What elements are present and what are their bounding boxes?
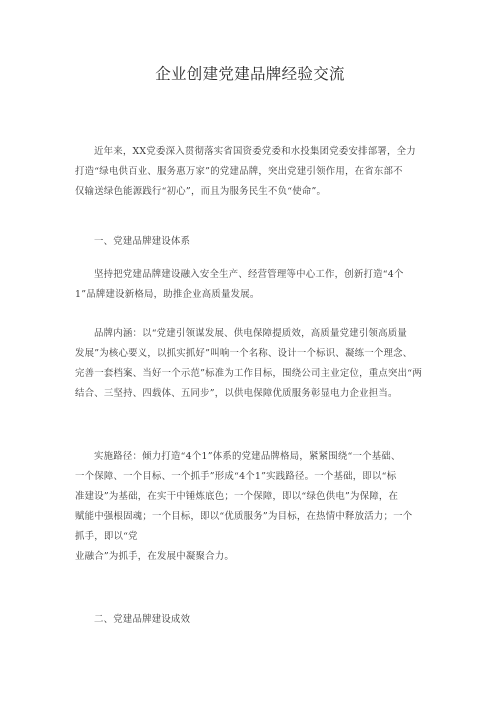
- paragraph-line: 业融合”为抓手，在发展中凝聚合力。: [75, 551, 235, 562]
- paragraph-line: 一个保障、一个目标、一个抓手”形成“4个1”实践路径。一个基础，即以“标: [75, 471, 397, 482]
- paragraph-line: 完善一套档案、当好一个示范”标准为工作目标，围绕公司主业定位，重点突出“两: [75, 368, 422, 379]
- paragraph-line: 实施路径：倾力打造“4个1”体系的党建品牌格局，紧紧围绕“一个基础、: [94, 451, 401, 462]
- paragraph-line: 仅输送绿色能源践行“初心”，而且为服务民生不负“使命”。: [75, 186, 327, 197]
- section-heading-2: 二、党建品牌建设成效: [94, 614, 191, 625]
- paragraph-3: [75, 447, 435, 567]
- paragraph-line: 打造“绿电供百业、服务惠万家”的党建品牌，突出党建引领作用，在省东部不: [75, 166, 403, 177]
- paragraph-line: 1”品牌建设新格局，助推企业高质量发展。: [75, 289, 260, 300]
- paragraph-line: 赋能中强根固魂；一个目标，即以“优质服务”为目标，在热情中释放活力；一个: [75, 511, 413, 522]
- paragraph-line: 准建设”为基础，在实干中锤炼底色；一个保障，即以“绿色供电”为保障，在: [75, 491, 399, 502]
- document-title: 企业创建党建品牌经验交流: [155, 65, 345, 83]
- paragraph-line: 近年来，XX党委深入贯彻落实省国资委党委和水投集团党委安排部署，全力: [94, 146, 416, 157]
- paragraph-2: [75, 324, 435, 404]
- intro-paragraph: [75, 142, 435, 202]
- paragraph-line: 发展”为核心要义，以抓实抓好”叫响一个名称、设计一个标识、凝练一个理念、: [75, 348, 413, 359]
- paragraph-line: 品牌内涵：以“党建引领谋发展、供电保障提质效，高质量党建引领高质量: [94, 328, 408, 339]
- paragraph-line: 抓手，即以“党: [75, 531, 138, 542]
- paragraph-line: 坚持把党建品牌建设融入安全生产、经营管理等中心工作，创新打造“4个: [94, 269, 404, 280]
- paragraph-line: 结合、三坚持、四载体、五同步”，以供电保障优质服务彰显电力企业担当。: [75, 388, 398, 399]
- section-heading-1: 一、党建品牌建设体系: [94, 236, 191, 247]
- paragraph-1: [75, 265, 435, 305]
